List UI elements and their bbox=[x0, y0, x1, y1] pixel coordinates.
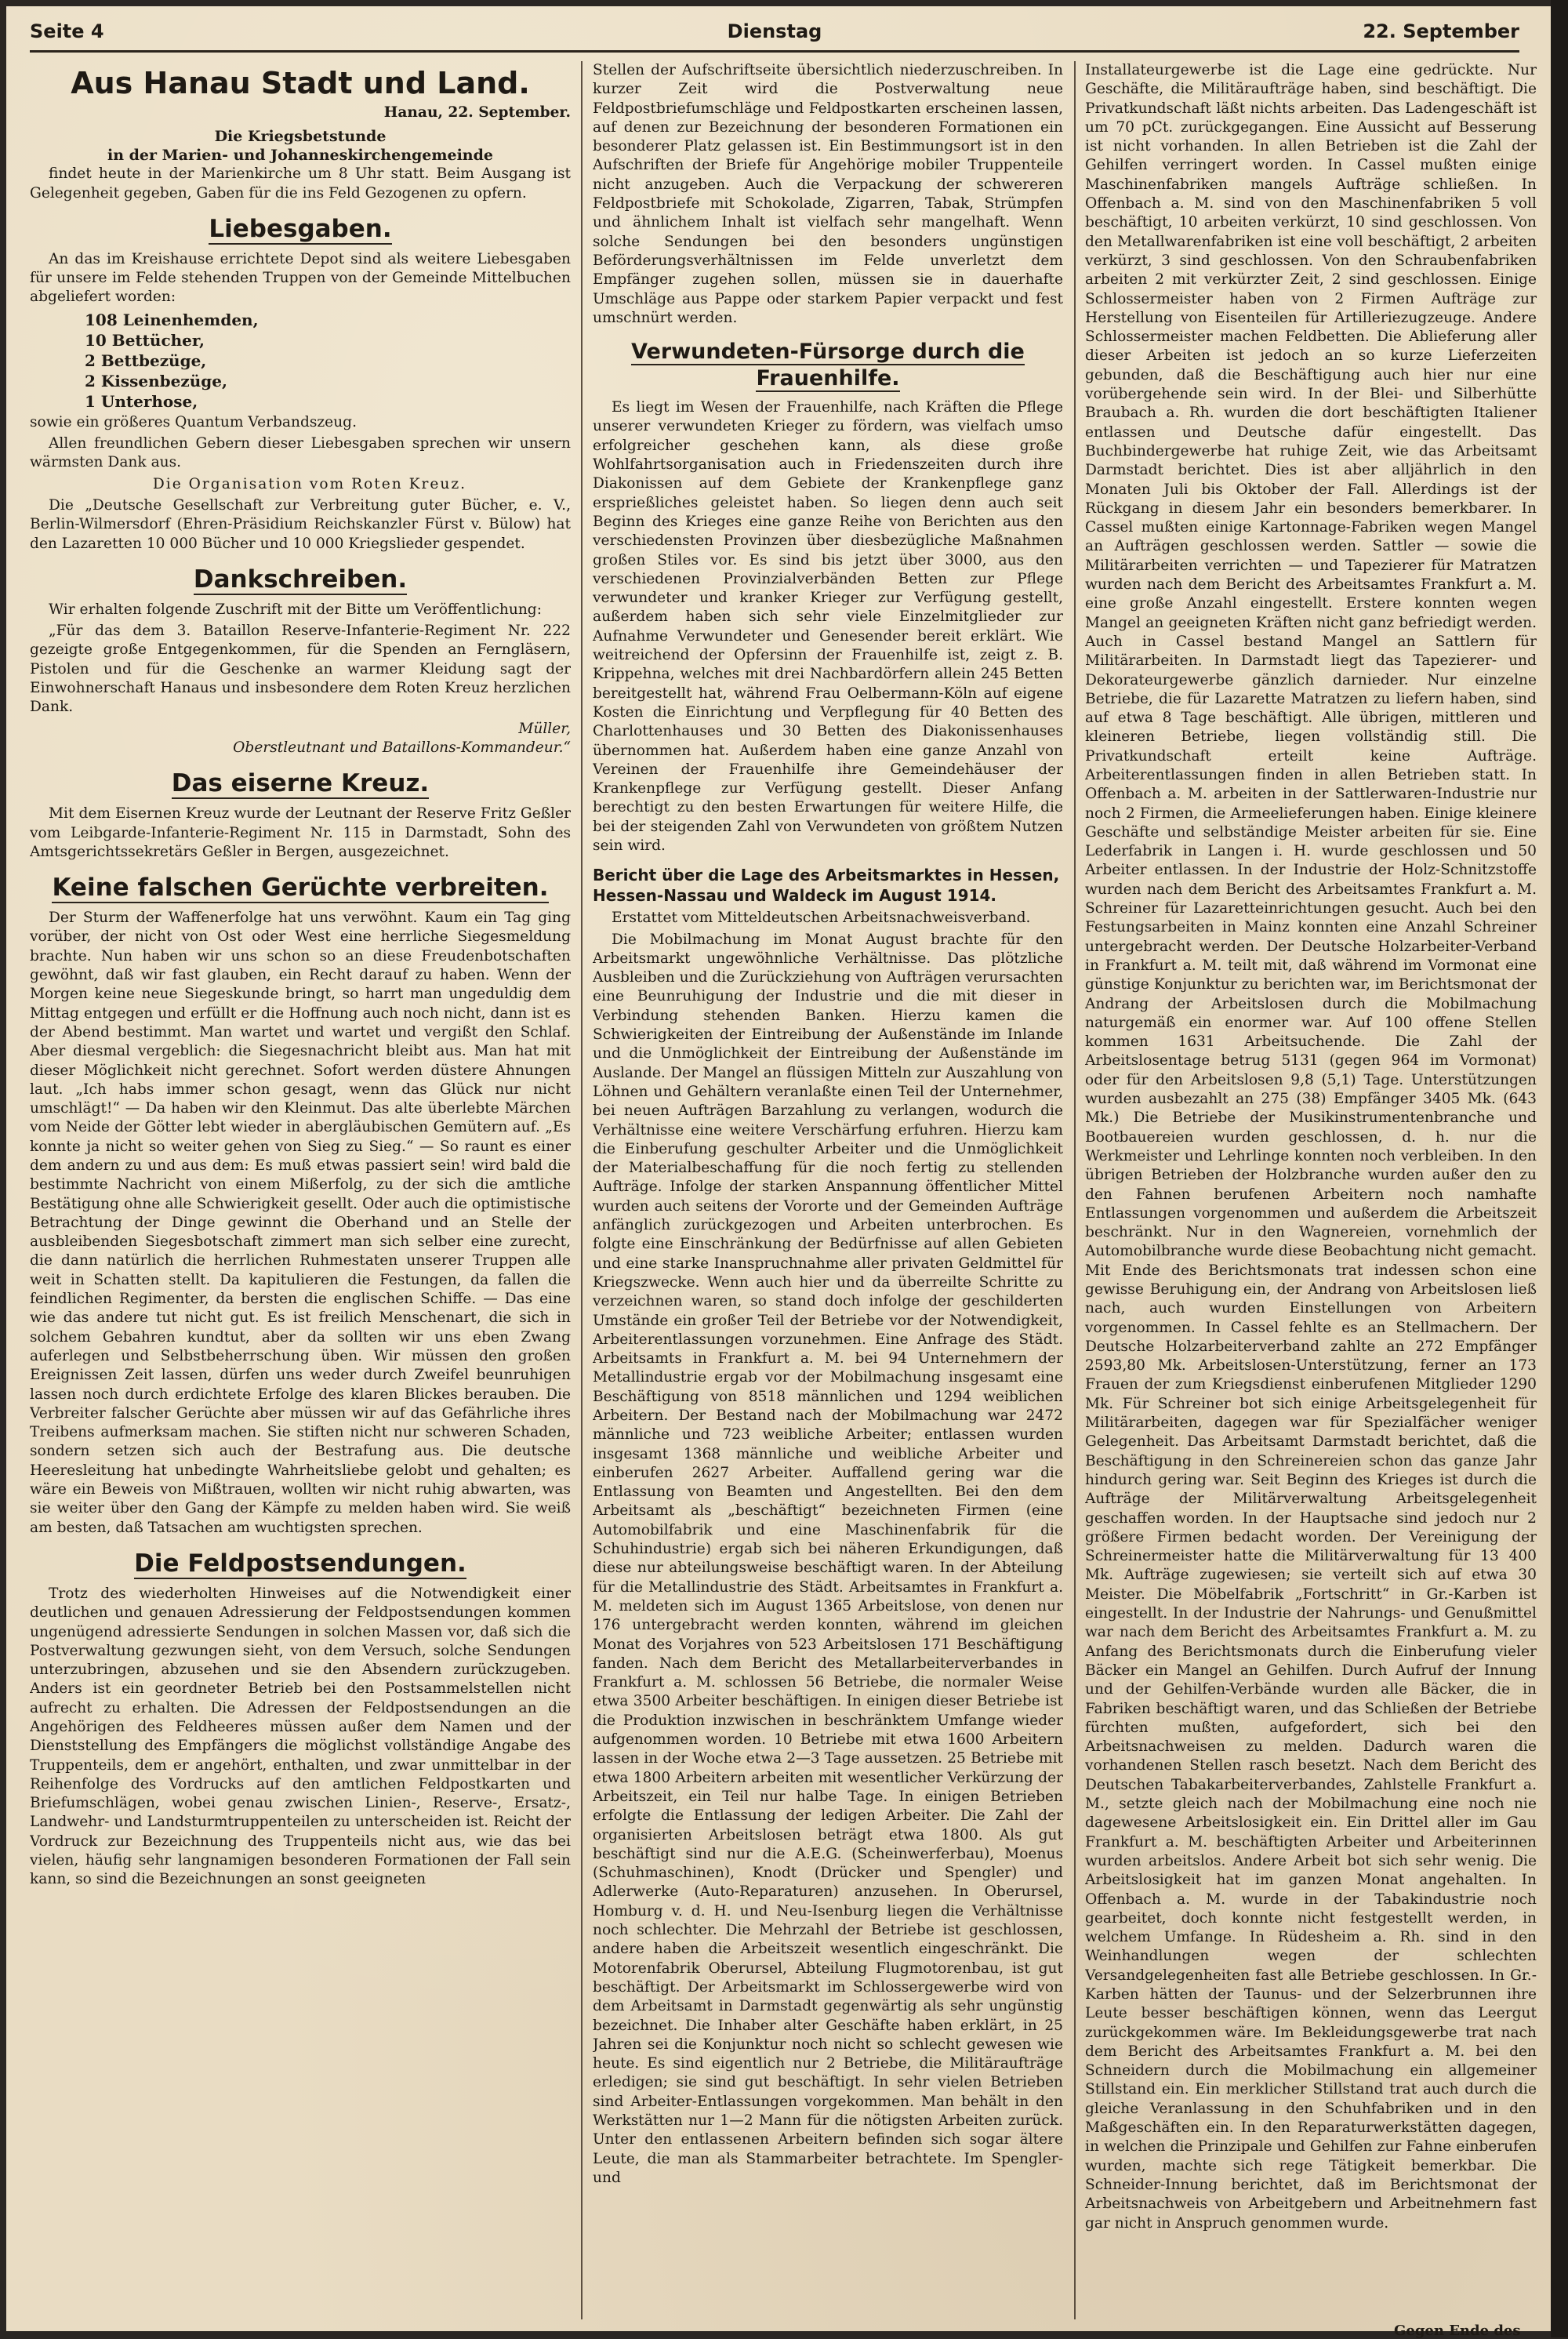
column-rule bbox=[581, 61, 583, 2319]
geruechte-headline: Keine falschen Gerüchte verbreiten. bbox=[52, 873, 549, 903]
arbeitsmarkt-headline: Bericht über die Lage des Arbeitsmarktes in Hessen, Hessen-Nassau und Waldeck im August 1914. bbox=[593, 866, 1060, 906]
liebesgaben-thanks: Allen freundlichen Gebern dieser Liebesgaben sprechen wir unsern wärmsten Dank aus. bbox=[30, 435, 571, 471]
feldpost-continued: Stellen der Aufschriftseite übersichtlich niederzuschreiben. In kurzer Zeit wird die Postverwaltung neue Feldpostbriefumschläge und Feldpostkarten erscheinen lassen, auf denen zur Bezeichnung der besonderen Formationen ein besonderer Platz gelassen ist. Ein Bestimmungsort ist in den Aufschriften der Briefe für Angehörige mobiler Truppenteile nicht anzugeben. Auch die Verpackung der schwereren Feldpostbriefe mit Schokolade, Zigarren, Tabak, Strümpfen und ähnlichem Inhalt ist vielfach sehr mangelhaft. Wenn solche Sendungen bei den besonders ungünstigen Beförderungsverhältnissen im Felde unverletzt dem Empfänger zugehen sollen, müssen sie in dauerhafte Umschläge aus Pappe oder starkem Papier verpackt und fest umschnürt werden. bbox=[593, 62, 1063, 326]
frauenhilfe-headline: Verwundeten-Fürsorge durch die Frauenhilfe. bbox=[631, 340, 1025, 391]
column-1 bbox=[30, 61, 571, 2319]
scan-edge bbox=[1551, 0, 1568, 2337]
page-header bbox=[30, 14, 1519, 53]
dankschreiben-intro: Wir erhalten folgende Zuschrift mit der Bitte um Veröffentlichung: bbox=[49, 601, 542, 618]
weekday: Dienstag bbox=[727, 20, 822, 42]
list-item: 2 Kissenbezüge, bbox=[85, 371, 227, 390]
liebesgaben-headline: Liebesgaben. bbox=[209, 214, 392, 243]
kriegsbetstunde-title: Die Kriegsbetstunde bbox=[214, 128, 387, 146]
dateline: Hanau, 22. September. bbox=[383, 104, 571, 121]
issue-date: 22. September bbox=[1363, 20, 1519, 42]
feldpost-headline: Die Feldpostsendungen. bbox=[134, 1549, 466, 1578]
liebesgaben-intro: An das im Kreishause errichtete Depot sind als weitere Liebesgaben für unsere im Felde stehenden Truppen von der Gemeinde Mittelbuchen abgeliefert worden: bbox=[30, 250, 571, 306]
list-item: 108 Leinenhemden, bbox=[85, 310, 259, 329]
buecher-spende: Die „Deutsche Gesellschaft zur Verbreitung guter Bücher, e. V., Berlin-Wilmersdorf (Ehren-Präsidium Reichskanzler Fürst v. Bülow) hat den Lazaretten 10 000 Bücher und 10 000 Kriegslieder gespendet. bbox=[30, 496, 571, 552]
liebesgaben-list bbox=[30, 310, 571, 412]
eisernes-kreuz-headline: Das eiserne Kreuz. bbox=[171, 769, 430, 798]
dankschreiben-sign-title: Oberstleutnant und Bataillons-Kommandeur.“ bbox=[233, 739, 571, 756]
eisernes-kreuz-text: Mit dem Eisernen Kreuz wurde der Leutnant der Reserve Fritz Geßler vom Leibgarde-Infanterie-Regiment Nr. 115 in Darmstadt, Sohn des Amtsgerichtssekretärs Geßler in Bergen, ausgezeichnet. bbox=[30, 805, 571, 860]
frauenhilfe-text: Es liegt im Wesen der Frauenhilfe, nach Kräften die Pflege unserer verwundeten Krieger zu fördern, was vielfach umso erfolgreicher geschehen kann, als diese große Wohlfahrtsorganisation auch in Friedenszeiten durch ihre Diakonissen auf dem Gebiete der Krankenpflege ganz ersprießliches geleistet haben. So liegen denn auch seit Beginn des Krieges eine ganze Reihe von Berichten aus den verschiedensten Provinzen über diesbezügliche Maßnahmen großen Stiles vor. Es sind bis jetzt über 3000, aus den verschiedenen Provinzialverbänden Betten zur Pflege verwundeter und kranker Krieger zur Verfügung gestellt, außerdem haben sich sehr viele Einzelmitglieder zur Aufnahme Verwundeter und Genesender bereit erklärt. Wie weitreichend der Opfersinn der Frauenhilfe ist, zeigt z. B. Krippehna, welches mit drei Nachbardörfern allein 245 Betten bereitgestellt hat, während Frau Oelbermann-Köln auf eigene Kosten die Einrichtung und Verpflegung für 40 Betten des Charlottenhauses und 30 Betten des Diakonissenhauses übernommen hat. Außerdem haben eine ganze Anzahl von Vereinen der Frauenhilfe ihre Gemeindehäuser der Krankenpflege zur Verfügung gestellt. Dieser Anfang berechtigt zu den besten Erwartungen für weitere Hilfe, die bei der steigenden Zahl von Verwundeten von größtem Nutzen sein wird. bbox=[593, 399, 1063, 854]
kriegsbetstunde-subtitle: in der Marien- und Johanneskirchengemeinde bbox=[107, 147, 493, 165]
list-item: 10 Bettücher, bbox=[85, 330, 205, 350]
catchword: Gegen Ende des bbox=[1394, 2323, 1521, 2339]
arbeitsmarkt-byline: Erstattet vom Mitteldeutschen Arbeitsnachweisverband. bbox=[612, 910, 1031, 927]
column-rule bbox=[1074, 61, 1076, 2319]
dankschreiben-headline: Dankschreiben. bbox=[193, 565, 408, 594]
list-item: 1 Unterhose, bbox=[85, 391, 198, 411]
arbeitsmarkt-text: Die Mobilmachung im Monat August brachte für den Arbeitsmarkt ungewöhnliche Verhältnisse. Das plötzliche Ausbleiben und die Zurückziehung von Aufträgen verursachten eine Beunruhigung der Industrie und die mit dieser in Verbindung stehenden Banken. Hierzu kamen die Schwierigkeiten der Eintreibung der Außenstände im Inlande und die Unmöglichkeit der Eintreibung der Außenstände im Auslande. Der Mangel an flüssigen Mitteln zur Auszahlung von Löhnen und Gehältern veranlaßte einen Teil der Unternehmer, bei neuen Aufträgen Barzahlung zu verlangen, wodurch die Verhältnisse eine weitere Verschärfung erfuhren. Hierzu kam die Einberufung geschulter Arbeiter und die Unmöglichkeit der Materialbeschaffung für die noch fertig zu stellenden Aufträge. Infolge der starken Anspannung öffentlicher Mittel wurden auch seitens der Vororte und der Gemeinden Aufträge anfänglich zurückgezogen und Arbeiten unterbrochen. Es folgte eine Einschränkung der Bedürfnisse auf allen Gebieten und eine starke Inanspruchnahme aller privaten Geldmittel für Kriegszwecke. Wenn auch hier und da überreilte Schritte zu verzeichnen waren, so stand doch infolge der geschilderten Umstände ein großer Teil der Betriebe vor der Notwendigkeit, Arbeiterentlassungen vorzunehmen. Eine Anfrage des Städt. Arbeitsamts in Frankfurt a. M. bei 94 Unternehmern der Metallindustrie ergab vor der Mobilmachung insgesamt eine Beschäftigung von 8518 männlichen und 1294 weiblichen Arbeitern. Der Bestand nach der Mobilmachung war 2472 männliche und 723 weibliche Arbeiter; entlassen wurden insgesamt 1368 männliche und weibliche Arbeiter und einberufen 2627 Arbeiter. Auffallend gering war die Entlassung von Beamten und Angestellten. Bei den dem Arbeitsamt als „beschäftigt“ bezeichneten Firmen (eine Automobilfabrik und eine Maschinenfabrik für die Schuhindustrie) ergab sich bei näheren Erkundigungen, daß diese nur abteilungsweise beschäftigt waren. In der Abteilung für die Metallindustrie des Städt. Arbeitsamtes in Frankfurt a. M. meldeten sich im August 1365 Arbeitslose, von denen nur 176 untergebracht werden konnten, während im gleichen Monat des Vorjahres von 523 Arbeitslosen 171 Beschäftigung fanden. Nach dem Bericht des Metallarbeiterverbandes in Frankfurt a. M. schlossen 56 Betriebe, die normaler Weise etwa 3500 Arbeiter beschäftigen. In einigen dieser Betriebe ist die Produktion inzwischen in beschränktem Umfange wieder aufgenommen worden. 10 Betriebe mit etwa 1600 Arbeitern lassen in der Woche etwa 2—3 Tage aussetzen. 25 Betriebe mit etwa 1800 Arbeitern arbeiten mit wesentlicher Verkürzung der Arbeitszeit, ein Teil nur halbe Tage. In einigen Betrieben erfolgte die Entlassung der ledigen Arbeiter. Die Zahl der organisierten Arbeitslosen beträgt etwa 1800. Als gut beschäftigt sind nur die A.E.G. (Scheinwerferbau), Moenus (Schuhmaschinen), Knodt (Drücker und Spengler) und Adlerwerke (Auto-Reparaturen) anzusehen. In Oberursel, Homburg v. d. H. und Neu-Isenburg liegen die Verhältnisse noch schlechter. Die Mehrzahl der Betriebe ist geschlossen, andere haben die Arbeitszeit wesentlich eingeschränkt. Die Motorenfabrik Oberursel, Abteilung Flugmotorenbau, ist gut beschäftigt. Der Arbeitsmarkt im Schlossergewerbe wird von dem Arbeitsamt in Darmstadt gegenwärtig als sehr ungünstig bezeichnet. Die Inhaber alter Geschäfte haben erklärt, in 25 Jahren sei die Konjunktur noch nicht so schlecht gewesen wie heute. Es sind eigentlich nur 2 Betriebe, die Militäraufträge erledigen; sie sind gut beschäftigt. In sehr vielen Betrieben sind Arbeiter-Entlassungen vorgekommen. Man behält in den Werkstätten nur 1—2 Mann für die nötigsten Arbeiten zurück. Unter den entlassenen Arbeitern befinden sich sogar ältere Leute, die man als Stammarbeiter betrachtete. Im Spengler- und bbox=[593, 931, 1063, 2186]
list-item: 2 Bettbezüge, bbox=[85, 350, 207, 370]
section-title: Aus Hanau Stadt und Land. bbox=[71, 66, 530, 100]
feldpost-text: Trotz des wiederholten Hinweises auf die Notwendigkeit einer deutlichen und genauen Adressierung der Feldpostsendungen kommen ungenügend adressierte Sendungen in solchen Massen vor, daß sich die Postverwaltung gezwungen sieht, von dem Versuch, solche Sendungen unterzubringen, abzusehen und sie den Absendern zurückzugeben. Anders ist ein geordneter Betrieb bei den Postsammelstellen nicht aufrecht zu erhalten. Die Adressen der Feldpostsendungen an die Angehörigen des Feldheeres müssen außer dem Namen und der Dienststellung des Empfängers die möglichst vollständige Angabe des Truppenteils, dem er angehört, enthalten, und zwar unmittelbar in der Reihenfolge des Vordrucks auf den amtlichen Feldpostkarten und Briefumschlägen, wobei genau zwischen Linien-, Reserve-, Ersatz-, Landwehr- und Landsturmtruppenteilen zu unterscheiden ist. Reicht der Vordruck zur Bezeichnung des Truppenteils nicht aus, wie das bei vielen, häufig sehr langnamigen besonderen Formationen der Fall sein kann, so sind die Bezeichnungen an sonst geeigneten bbox=[30, 1585, 571, 1888]
dankschreiben-sign-name: Müller, bbox=[518, 720, 571, 737]
column-2 bbox=[593, 61, 1063, 2319]
liebesgaben-signature: Die Organisation vom Roten Kreuz. bbox=[152, 475, 467, 492]
liebesgaben-after: sowie ein größeres Quantum Verbandszeug. bbox=[30, 413, 357, 430]
newspaper-page bbox=[6, 6, 1551, 2339]
kriegsbetstunde-text: findet heute in der Marienkirche um 8 Uhr statt. Beim Ausgang ist Gelegenheit gegeben, Gaben für die ins Feld Gezogenen zu opfern. bbox=[30, 165, 571, 202]
geruechte-text: Der Sturm der Waffenerfolge hat uns verwöhnt. Kaum ein Tag ging vorüber, der nicht von Ost oder West eine herrliche Siegesmeldung brachte. Nun haben wir uns schon so an diese Freudenbotschaften gewöhnt, daß wir fast glauben, ein Recht darauf zu haben. Wenn der Morgen keine neue Siegeskunde bringt, so harrt man ungeduldig dem Mittag entgegen und erfüllt er die Hoffnung auch noch nicht, dann ist es der Abend bestimmt. Man wartet und wartet und vergißt den Schlaf. Aber diesmal vergeblich: die Siegesnachricht bleibt aus. Man hat mit dieser Möglichkeit nicht gerechnet. Sofort werden düstere Ahnungen laut. „Ich habs immer schon gesagt, wenn das Glück nur nicht umschlägt!“ — Da haben wir den Kleinmut. Das alte überlebte Märchen vom Neide der Götter lebt wieder in abergläubischen Gemütern auf. „Es konnte ja nicht so weiter gehen von Sieg zu Sieg.“ — So raunt es einer dem andern zu und aus dem: Es muß etwas passiert sein! wird bald die bestimmte Nachricht von einem Mißerfolg, zu der sich die amtliche Bestätigung ohne alle Schwierigkeit gesellt. Oder auch die optimistische Betrachtung der Dinge gewinnt die Oberhand und an Stelle der ausbleibenden Siegesbotschaft zimmert man sich selber eine zurecht, die dann natürlich die herrlichen Ruhmestaten unserer Truppen alle weit in Schatten stellt. Da kapitulieren die Festungen, da fallen die feindlichen Regimenter, da bersten die englischen Schiffe. — Das eine wie das andere tut nicht gut. Es ist freilich Menschenart, die sich in solchem Gebahren kundtut, aber da sollten wir uns eben Zwang auferlegen und Selbstbeherrschung üben. Wir müssen den großen Ereignissen Zeit lassen, dürfen uns weder durch Zweifel beunruhigen lassen noch durch erdichtete Erfolge des klaren Blickes berauben. Die Verbreiter falscher Gerüchte aber müssen wir auf das Gefährliche ihres Treibens aufmerksam machen. Sie stiften nicht nur schweren Schaden, sondern setzen sich auch der Bestrafung aus. Die deutsche Heeresleitung hat unbedingte Wahrheitsliebe gelobt und gehalten; es wäre ein Beweis von Mißtrauen, wollten wir nicht ruhig abwarten, was sie weiter über den Gang der Kämpfe zu melden haben wird. Sie weiß am besten, daß Tatsachen am wuchtigsten sprechen. bbox=[30, 910, 571, 1536]
dankschreiben-quote: „Für das dem 3. Bataillon Reserve-Infanterie-Regiment Nr. 222 gezeigte große Entgegenkommen, für die Spenden an Ferngläsern, Pistolen und für die Geschenke an warmer Kleidung sagt der Einwohnerschaft Hanaus und insbesondere dem Roten Kreuz herzlichen Dank. bbox=[30, 623, 571, 716]
page-number: Seite 4 bbox=[30, 20, 104, 42]
column-3 bbox=[1085, 61, 1537, 2319]
arbeitsmarkt-continued: Installateurgewerbe ist die Lage eine gedrückte. Nur Geschäfte, die Militäraufträge haben, sind beschäftigt. Die Privatkundschaft läßt nichts arbeiten. Das Ladengeschäft ist um 70 pCt. zurückgegangen. Eine Aussicht auf Besserung ist nicht vorhanden. In allen Betrieben ist die Zahl der Gehilfen verringert worden. In Cassel mußten einige Maschinenfabriken mangels Aufträge schließen. In Offenbach a. M. sind von den Maschinenfabriken 5 voll beschäftigt, 10 arbeiten verkürzt, 10 sind geschlossen. Von den Metallwarenfabriken ist eine voll beschäftigt, 2 arbeiten verkürzt, 3 sind geschlossen. Von den Schraubenfabriken arbeiten 2 mit verkürzter Zeit, 2 sind geschlossen. Einige Schlossermeister haben von 2 Firmen Aufträge zur Herstellung von Eisenteilen für Artilleriezugzeuge. Andere Schlossermeister machen Feldbetten. Die Ablieferung aller dieser Arbeiten ist jedoch an so kurze Lieferzeiten gebunden, daß die Beschäftigung auch hier nur eine vorübergehende sein wird. In der Blei- und Silberhütte Braubach a. Rh. wurden die dort beschäftigten Italiener entlassen und Deutsche dafür eingestellt. Das Buchbindergewerbe hat ruhige Zeit, wie das Arbeitsamt Darmstadt berichtet. Dies ist aber alljährlich in den Monaten Juli bis Oktober der Fall. Allerdings ist der Rückgang in diesem Jahr ein besonders bemerkbarer. In Cassel mußten einige Kartonnage-Fabriken wegen Mangel an Aufträgen geschlossen werden. Sattler — sowie die Militärarbeiten verrichten — und Tapezierer für Matratzen wurden nach dem Bericht des Arbeitsamtes Frankfurt a. M. eine große Anzahl eingestellt. Erstere konnten wegen Mangel an geeigneten Kräften nicht ganz befriedigt werden. Auch in Cassel bestand Mangel an Sattlern für Militärarbeiten. In Darmstadt liegt das Tapezierer- und Dekorateurgewerbe gänzlich darnieder. Nur einzelne Betriebe, die für Lazarette Matratzen zu liefern haben, sind auf etwa 8 Tage beschäftigt. Alle übrigen, mittleren und kleineren Betriebe, liegen vollständig still. Die Privatkundschaft erteilt keine Aufträge. Arbeiterentlassungen finden in allen Betrieben statt. In Offenbach a. M. arbeiten in der Sattlerwaren-Industrie nur noch 2 Firmen, die Armeelieferungen haben. Einige kleinere Geschäfte und selbständige Meister arbeiten für sie. Eine Lederfabrik in Langen i. H. wurde geschlossen und 50 Arbeiter entlassen. In der Industrie der Holz-Schnitzstoffe wurden nach dem Bericht des Arbeitsamtes Frankfurt a. M. Schreiner für Lazaretteinrichtungen gesucht. Auch bei den Festungsarbeiten in Mainz konnten eine Anzahl Schreiner untergebracht werden. Der Deutsche Holzarbeiter-Verband in Frankfurt a. M. teilt mit, daß während im Vormonat eine günstige Konjunktur zu berichten war, im Berichtsmonat der Andrang der Arbeitslosen durch die Mobilmachung naturgemäß ein enormer war. Auf 100 offene Stellen kommen 1631 Arbeitsuchende. Die Zahl der Arbeitslosentage betrug 5131 (gegen 964 im Vormonat) oder für den Arbeitslosen 9,8 (5,1) Tage. Unterstützungen wurden ausbezahlt an 275 (38) Empfänger 3405 Mk. (643 Mk.) Die Betriebe der Musikinstrumentenbranche und Bootbauereien wurden geschlossen, d. h. nur die Werkmeister und Lehrlinge konnten noch verbleiben. In den übrigen Betrieben der Holzbranche wurden außer den zu den Fahnen berufenen Arbeitern noch namhafte Entlassungen vorgenommen und außerdem die Arbeitszeit beschränkt. Nur in den Wagnereien, vornehmlich der Automobilbranche wurde diese Beobachtung nicht gemacht. Mit Ende des Berichtsmonats trat indessen schon eine gewisse Beruhigung ein, der Andrang von Arbeitslosen ließ nach, auch wurden Einstellungen von Arbeitern vorgenommen. In Cassel fehlte es an Stellmachern. Der Deutsche Holzarbeiterverband zahlte an 272 Empfänger 2593,80 Mk. Arbeitslosen-Unterstützung, ferner an 173 Frauen der zum Kriegsdienst einberufenen Mitglieder 1290 Mk. Für Schreiner bot sich einige Arbeitsgelegenheit für Militärarbeiten, dagegen war für Spezialfächer weniger Gelegenheit. Das Arbeitsamt Darmstadt berichtet, daß die Beschäftigung in den Schreinereien schon das ganze Jahr hindurch gering war. Seit Beginn des Krieges ist durch die Aufträge der Militärverwaltung Arbeitsgelegenheit geschaffen worden. In der Hauptsache sind jedoch nur 2 größere Firmen bedacht worden. Der Vereinigung der Schreinermeister hatte die Militärverwaltung für 13 400 Mk. Aufträge zugewiesen; sie verteilt sich auf etwa 30 Meister. Die Möbelfabrik „Fortschritt“ in Gr.-Karben ist eingestellt. In der Industrie der Nahrungs- und Genußmittel war nach dem Bericht des Arbeitsamtes Frankfurt a. M. zu Anfang des Berichtsmonats durch die Einberufung vieler Bäcker ein Mangel an Gehilfen. Durch Aufruf der Innung und der Gehilfen-Verbände wurden alle Bäcker, die in Fabriken beschäftigt waren, und das Schließen der Betriebe fürchten mußten, aufgefordert, sich bei den Arbeitsnachweisen zu melden. Dadurch waren die vorhandenen Stellen rasch besetzt. Nach dem Bericht des Deutschen Tabakarbeiterverbandes, Zahlstelle Frankfurt a. M., setzte gleich nach der Mobilmachung eine noch nie dagewesene Arbeitslosigkeit ein. Ein Drittel aller im Gau Frankfurt a. M. beschäftigten Arbeiter und Arbeiterinnen wurden arbeitslos. Andere Arbeit bot sich sehr wenig. Die Arbeitslosigkeit hat im ganzen Monat angehalten. In Offenbach a. M. wurde in der Tabakindustrie noch gearbeitet, doch konnte nicht festgestellt werden, in welchem Umfange. In Rüdesheim a. Rh. sind in den Weinhandlungen wegen der schlechten Versandgelegenheiten fast alle Betriebe geschlossen. In Gr.-Karben hätten der Taunus- und der Selzerbrunnen ihre Leute besser beschäftigen können, wenn das Leergut zurückgekommen wäre. Im Bekleidungsgewerbe trat nach dem Bericht des Arbeitsamtes Frankfurt a. M. bei den Schneidern durch die Mobilmachung ein allgemeiner Stillstand ein. Ein merklicher Stillstand trat auch durch die gleiche Veranlassung in den Schuhfabriken und in den Maßgeschäften ein. In den Reparaturwerkstätten dagegen, in welchen die Prinzipale und Gehilfen zur Fahne einberufen wurden, machte sich rege Tätigkeit bemerkbar. Die Schneider-Innung berichtet, daß im Berichtsmonat der Arbeitsnachweis von Arbeitgebern und Arbeitnehmern fast gar nicht in Anspruch genommen wurde. bbox=[1085, 62, 1537, 2232]
